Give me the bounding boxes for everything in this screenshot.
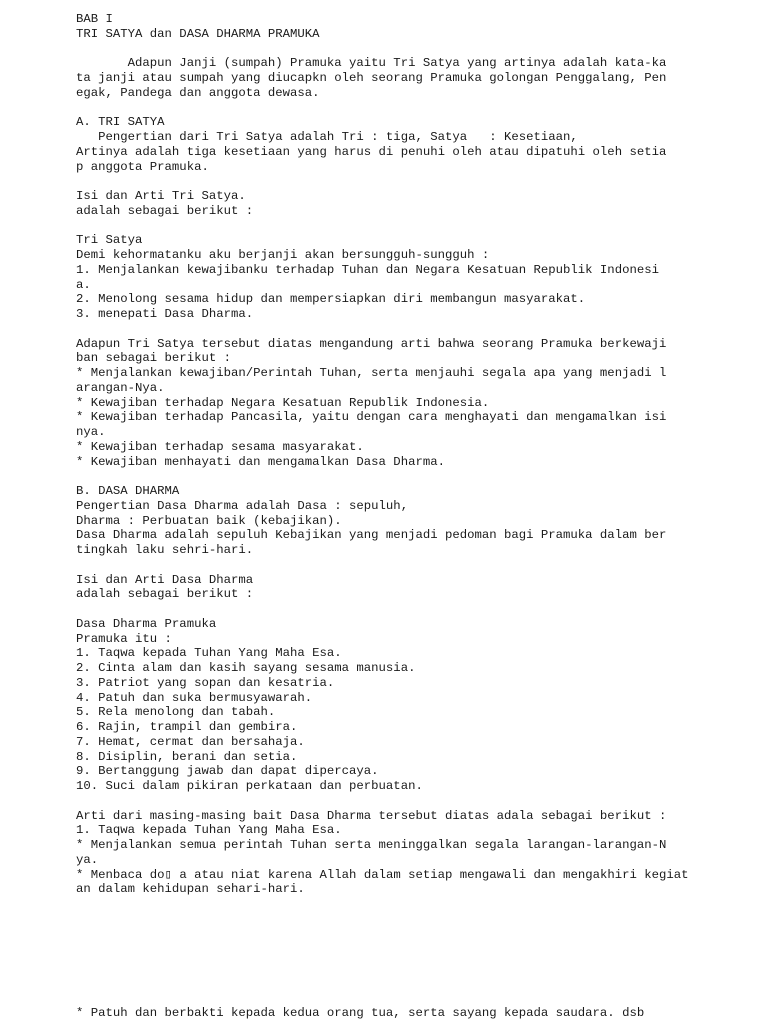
document-line: TRI SATYA dan DASA DHARMA PRAMUKA	[76, 26, 320, 41]
document-line: Adapun Tri Satya tersebut diatas mengandung arti bahwa seorang Pramuka berkewaji	[76, 336, 667, 351]
document-line: Isi dan Arti Tri Satya.	[76, 189, 246, 203]
document-line: A. TRI SATYA	[76, 115, 165, 130]
document-line: egak, Pandega dan anggota dewasa.	[76, 85, 320, 100]
document-line: 8. Disiplin, berani dan setia.	[76, 749, 298, 764]
document-line: 7. Hemat, cermat dan bersahaja.	[76, 734, 305, 749]
document-line: 2. Cinta alam dan kasih sayang sesama manusia.	[76, 661, 416, 675]
document-line: 1. Taqwa kepada Tuhan Yang Maha Esa.	[76, 646, 342, 661]
document-line: adalah sebagai berikut :	[76, 203, 254, 218]
document-line: ta janji atau sumpah yang diucapkn oleh seorang Pramuka golongan Penggalang, Pen	[76, 71, 667, 85]
document-line: adalah sebagai berikut :	[76, 587, 254, 602]
document-line: an dalam kehidupan sehari-hari.	[76, 882, 305, 897]
document-line: 3. menepati Dasa Dharma.	[76, 307, 254, 321]
document-footer-line: * Patuh dan berbakti kepada kedua orang tua, serta sayang kepada saudara. dsb	[76, 1006, 645, 1020]
document-line: a.	[76, 277, 91, 292]
document-line: 10. Suci dalam pikiran perkataan dan perbuatan.	[76, 779, 423, 793]
document-line: * Kewajiban menhayati dan mengamalkan Dasa Dharma.	[76, 454, 445, 469]
document-line	[76, 794, 716, 809]
document-line: BAB I	[76, 12, 113, 26]
document-line: Dharma : Perbuatan baik (kebajikan).	[76, 513, 342, 528]
document-line: 5. Rela menolong dan tabah.	[76, 705, 276, 720]
document-line	[76, 602, 716, 617]
document-line: Dasa Dharma Pramuka	[76, 616, 217, 631]
document-line: Pengertian Dasa Dharma adalah Dasa : sepuluh,	[76, 498, 409, 513]
document-line: ban sebagai berikut :	[76, 351, 231, 366]
document-line	[76, 322, 716, 337]
document-line: 9. Bertanggung jawab dan dapat dipercaya.	[76, 764, 379, 779]
document-line: Adapun Janji (sumpah) Pramuka yaitu Tri Satya yang artinya adalah kata-ka	[76, 56, 667, 71]
document-line: B. DASA DHARMA	[76, 484, 180, 498]
document-line	[76, 469, 716, 484]
document-line: Arti dari masing-masing bait Dasa Dharma tersebut diatas adala sebagai berikut :	[76, 808, 667, 823]
document-line: Artinya adalah tiga kesetiaan yang harus di penuhi oleh atau dipatuhi oleh setia	[76, 144, 667, 159]
document-line: Isi dan Arti Dasa Dharma	[76, 572, 254, 587]
document-line: Tri Satya	[76, 233, 143, 248]
document-line: arangan-Nya.	[76, 380, 165, 395]
document-line: * Kewajiban terhadap Pancasila, yaitu dengan cara menghayati dan mengamalkan isi	[76, 410, 667, 425]
document-line: * Kewajiban terhadap Negara Kesatuan Republik Indonesia.	[76, 395, 490, 410]
document-line: 2. Menolong sesama hidup dan mempersiapkan diri membangun masyarakat.	[76, 292, 586, 307]
document-line: tingkah laku sehri-hari.	[76, 543, 254, 557]
document-line	[76, 558, 716, 573]
document-line	[76, 42, 716, 57]
document-line: Pramuka itu :	[76, 631, 172, 646]
document-line: ya.	[76, 852, 99, 867]
document-line: 6. Rajin, trampil dan gembira.	[76, 720, 298, 734]
document-line: p anggota Pramuka.	[76, 159, 209, 174]
document-line: Pengertian dari Tri Satya adalah Tri : tiga, Satya : Kesetiaan,	[76, 130, 578, 144]
document-line	[76, 174, 716, 189]
document-line: 3. Patriot yang sopan dan kesatria.	[76, 675, 335, 690]
document-line: Demi kehormatanku aku berjanji akan bersungguh-sungguh :	[76, 248, 490, 262]
document-line	[76, 101, 716, 116]
document-line: Dasa Dharma adalah sepuluh Kebajikan yang menjadi pedoman bagi Pramuka dalam ber	[76, 528, 667, 543]
document-line: * Menjalankan semua perintah Tuhan serta meninggalkan segala larangan-larangan-N	[76, 838, 667, 852]
document-line: 1. Menjalankan kewajibanku terhadap Tuhan dan Negara Kesatuan Republik Indonesi	[76, 262, 659, 277]
document-line: * Menjalankan kewajiban/Perintah Tuhan, serta menjauhi segala apa yang menjadi l	[76, 366, 667, 380]
document-body	[76, 12, 716, 897]
document-line: nya.	[76, 425, 106, 439]
document-line: 4. Patuh dan suka bermusyawarah.	[76, 690, 313, 705]
document-line: * Menbaca do▯ a atau niat karena Allah dalam setiap mengawali dan mengakhiri kegiat	[76, 867, 689, 882]
document-line: * Kewajiban terhadap sesama masyarakat.	[76, 439, 364, 454]
document-line	[76, 219, 716, 234]
document-line: 1. Taqwa kepada Tuhan Yang Maha Esa.	[76, 823, 342, 838]
